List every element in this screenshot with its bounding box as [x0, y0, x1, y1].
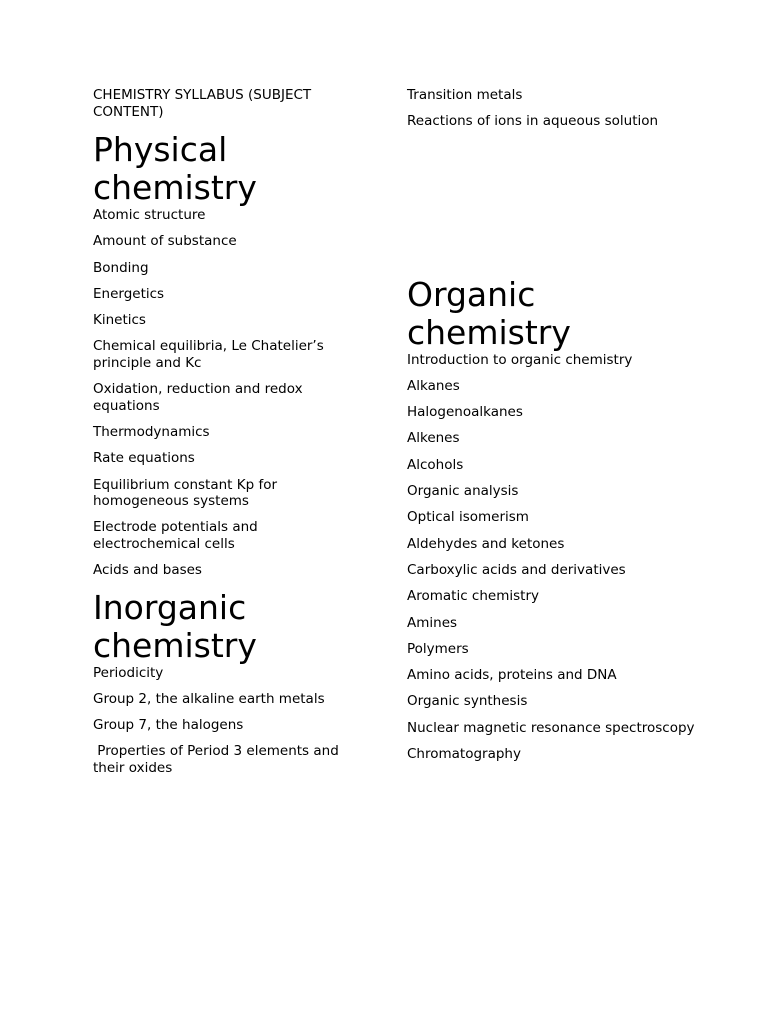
topic-item: Alkenes	[407, 430, 460, 447]
topic-item: Kinetics	[93, 312, 146, 329]
topic-item: Acids and bases	[93, 562, 202, 579]
topic-item: Group 2, the alkaline earth metals	[93, 690, 325, 707]
topic-item: Alkanes	[407, 377, 460, 394]
topic-item: Reactions of ions in aqueous solution	[407, 113, 659, 130]
topic-item: Thermodynamics	[93, 424, 210, 441]
inorganic-chemistry-topics-continued	[407, 87, 707, 130]
topic-item: Energetics	[93, 285, 165, 302]
topic-item: Alcohols	[407, 456, 464, 473]
topic-item: Carboxylic acids and derivatives	[407, 561, 626, 578]
topic-item: Amines	[407, 614, 458, 631]
topic-item: Group 7, the halogens	[93, 717, 244, 734]
right-column	[407, 87, 707, 772]
topic-item: Electrode potentials and electrochemical cells	[93, 519, 263, 552]
topic-item: Polymers	[407, 640, 469, 657]
topic-item: Equilibrium constant Kp for homogeneous systems	[93, 476, 282, 510]
topic-item: Aromatic chemistry	[407, 588, 539, 605]
inorganic-chemistry-section	[93, 589, 368, 777]
topic-item: Organic synthesis	[407, 693, 528, 710]
left-column	[93, 87, 368, 786]
topic-item: Optical isomerism	[407, 509, 529, 526]
topic-item: Periodicity	[93, 664, 164, 681]
organic-chemistry-section	[407, 276, 707, 763]
topic-item: Transition metals	[407, 87, 523, 103]
physical-chemistry-topics	[93, 207, 368, 579]
topic-item: Nuclear magnetic resonance spectroscopy	[407, 719, 695, 736]
topic-item: Oxidation, reduction and redox equations	[93, 381, 307, 414]
organic-chemistry-heading: Organic chemistry	[407, 274, 571, 352]
column-gap	[407, 140, 707, 276]
topic-item: Organic analysis	[407, 483, 519, 500]
topic-item: Amount of substance	[93, 233, 237, 250]
topic-item: Chemical equilibria, Le Chatelier’s principle and Kc	[93, 338, 329, 371]
physical-chemistry-heading: Physical chemistry	[93, 130, 257, 207]
topic-item: Aldehydes and ketones	[407, 535, 565, 552]
inorganic-chemistry-heading: Inorganic chemistry	[93, 587, 257, 665]
topic-item: Properties of Period 3 elements and their oxides	[93, 743, 344, 776]
organic-chemistry-topics	[407, 352, 707, 763]
topic-item: Introduction to organic chemistry	[407, 351, 633, 368]
topic-item: Bonding	[93, 259, 149, 276]
topic-item: Rate equations	[93, 450, 195, 467]
topic-item: Atomic structure	[93, 207, 206, 223]
topic-item: Amino acids, proteins and DNA	[407, 667, 617, 684]
topic-item: Chromatography	[407, 746, 521, 763]
topic-item: Halogenoalkanes	[407, 404, 523, 421]
inorganic-chemistry-topics	[93, 665, 368, 777]
document-title: CHEMISTRY SYLLABUS (SUBJECT CONTENT)	[93, 87, 312, 120]
physical-chemistry-section	[93, 131, 368, 579]
